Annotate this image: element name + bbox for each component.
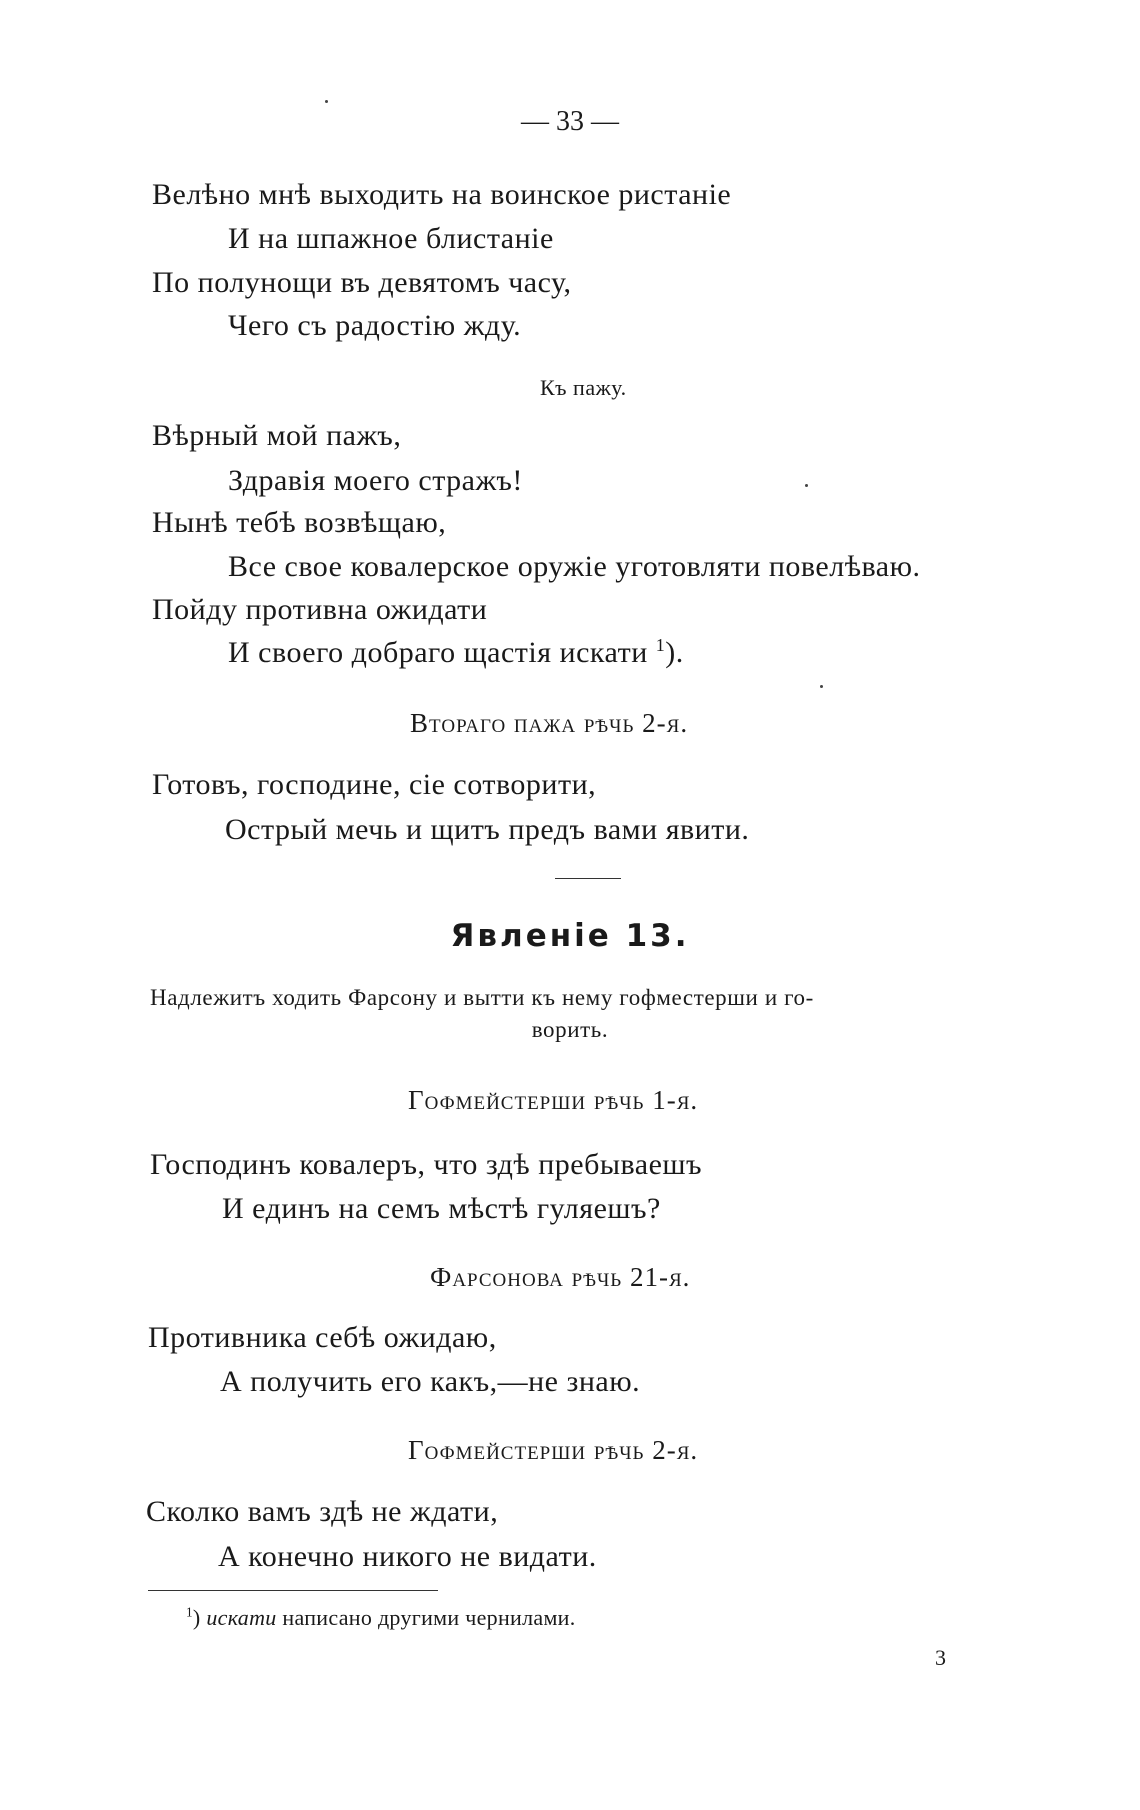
verse-line: Велѣно мнѣ выходить на воинское ристаніе	[152, 178, 732, 211]
verse-line-with-footnote	[228, 635, 684, 669]
stage-direction: Къ пажу.	[540, 375, 627, 400]
verse-ending: ).	[665, 636, 684, 669]
page-speck	[805, 484, 808, 487]
verse-line: Готовъ, господине, сіе сотворити,	[152, 768, 597, 801]
footnote-separator	[148, 1590, 438, 1591]
verse-line: Вѣрный мой пажъ,	[152, 419, 402, 452]
scene-direction-cont: ворить.	[531, 1017, 609, 1042]
verse-line: Сколко вамъ здѣ не ждати,	[146, 1495, 499, 1528]
verse-line: Нынѣ тебѣ возвѣщаю,	[152, 506, 447, 539]
speaker-heading: Втораго пажа рѣчь 2-я.	[410, 708, 689, 738]
verse-line: И на шпажное блистаніе	[228, 222, 554, 255]
footnote-word: искати	[206, 1605, 277, 1630]
verse-line: Чего съ радостію жду.	[228, 309, 522, 342]
speaker-heading: Гофмейстерши рѣчь 1-я.	[408, 1085, 699, 1115]
signature-mark: 3	[935, 1645, 946, 1670]
verse-line: Господинъ ковалеръ, что здѣ пребываешъ	[150, 1148, 703, 1181]
speaker-heading: Фарсонова рѣчь 21-я.	[430, 1262, 691, 1292]
verse-line: По полунощи въ девятомъ часу,	[152, 266, 572, 299]
verse-line: Пойду противна ожидати	[152, 593, 488, 626]
section-divider	[555, 878, 621, 879]
verse-text: И своего добраго щастія искати	[228, 636, 648, 669]
verse-line: Острый мечь и щитъ предъ вами явити.	[225, 813, 750, 846]
scene-direction: Надлежитъ ходить Фарсону и вытти къ нему гофместерши и го-	[150, 985, 814, 1010]
verse-line: А конечно никого не видати.	[218, 1540, 597, 1573]
verse-line: Здравія моего стражъ!	[228, 464, 523, 497]
verse-line: И единъ на семъ мѣстѣ гуляешъ?	[222, 1192, 661, 1225]
footnote-text: написано другими чернилами.	[282, 1605, 576, 1630]
footnote-marker: 1	[186, 1604, 193, 1620]
footnote-paren: )	[192, 1605, 201, 1630]
verse-line: А получить его какъ,—не знаю.	[220, 1365, 641, 1398]
verse-line: Противника себѣ ожидаю,	[148, 1321, 497, 1354]
page-number: — 33 —	[521, 106, 619, 137]
scene-title: Явленіе 13.	[450, 918, 690, 954]
verse-line: Все свое ковалерское оружіе уготовляти повелѣваю.	[228, 550, 921, 583]
footnote-reference: 1	[655, 635, 666, 655]
page-speck	[325, 100, 328, 103]
speaker-heading: Гофмейстерши рѣчь 2-я.	[408, 1435, 699, 1465]
footnote	[186, 1605, 576, 1631]
page-speck	[820, 685, 823, 688]
